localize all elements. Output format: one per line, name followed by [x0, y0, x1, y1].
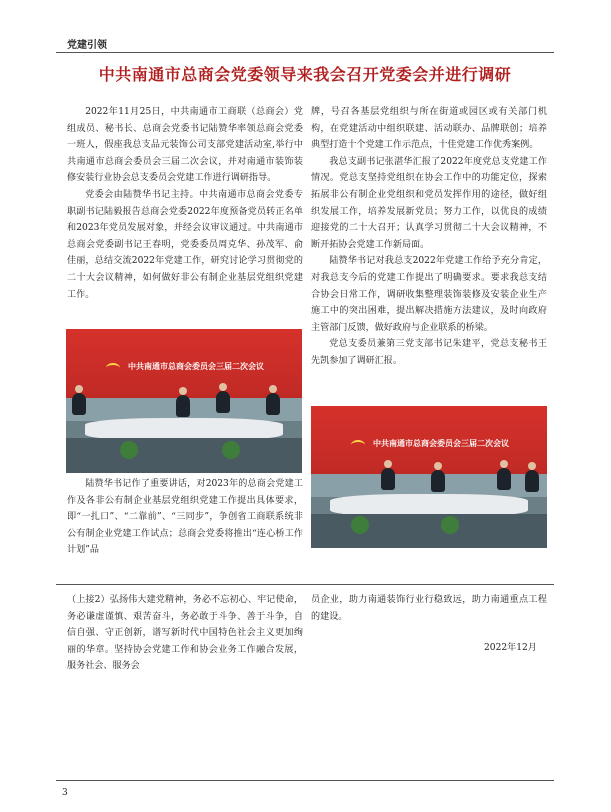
left-column-upper [67, 104, 303, 303]
paragraph: 陆赞华书记对我总支2022年党建工作给予充分肯定，对我总支今后的党建工作提出了明确要求。要求我总支结合协会日常工作，调研收集整理装饰装修及安装企业生产施工中的突出困难，提出解决措施方法建议，及时向政府主管部门反馈，做好政府与企业联系的桥梁。 [311, 256, 547, 333]
paragraph: （上接2）弘扬伟大建党精神，务必不忘初心、牢记使命，务必谦虚谨慎、艰苦奋斗，务必敢于斗争、善于斗争，自信自强、守正创新，谱写新时代中国特色社会主义更加绚丽的华章。坚持协会党建工作和协会业务工作融合发展，服务社会、服务会 [67, 595, 303, 672]
lower-left-column [67, 592, 303, 675]
header-rule [56, 52, 554, 53]
page-number: 3 [62, 788, 68, 798]
left-column-lower [67, 476, 303, 559]
date: 2022年12月 [484, 643, 537, 653]
photo-banner-text: 中共南通市总商会委员会三届二次会议 [373, 438, 509, 448]
paragraph: 陆赞华书记作了重要讲话，对2023年的总商会党建工作及各非公有制企业基层党组织党建工作提出具体要求，即“一扎口”、“二靠前”、“三同步”，争创省工商联系统非公有制企业党建工作试点；总商会党委将推出“连心桥工作计划”品 [67, 479, 303, 556]
paragraph: 党总支委员兼第三党支部书记朱建平，党总支秘书王先凯参加了调研汇报。 [311, 339, 547, 366]
photo-banner-text: 中共南通市总商会委员会三届二次会议 [128, 361, 264, 371]
article-title: 中共南通市总商会党委领导来我会召开党委会并进行调研 [98, 65, 512, 84]
paragraph: 党委会由陆赞华书记主持。中共南通市总商会党委专职副书记陆毅报告总商会党委2022年度预备党员转正名单和2023年党员发展对象，并经会议审议通过。中共南通市总商会党委副书记王春明，党委委员周克华、孙茂军、俞佳丽，总结交流2022年党建工作，研究讨论学习贯彻党的二十大会议精神，如何做好非公有制企业基层党组织党建工作。 [67, 189, 303, 300]
paragraph: 员企业，助力南通装饰行业行稳致远，助力南通重点工程的建设。 [311, 595, 547, 622]
meeting-photo-1 [66, 329, 302, 473]
section-label: 党建引领 [67, 40, 107, 51]
section-divider [56, 584, 554, 585]
meeting-photo-2 [311, 406, 547, 548]
right-column [311, 104, 547, 370]
paragraph: 牌，号召各基层党组织与所在街道或园区或有关部门机构，在党建活动中组织联建、活动联办、品牌联创；培养典型打造十个党建工作示范点，十佳党建工作优秀案例。 [311, 107, 547, 151]
footer-rule [56, 780, 554, 781]
lower-right-column [311, 592, 547, 625]
paragraph: 我总支副书记张湛华汇报了2022年度党总支党建工作情况。党总支坚持党组织在协会工作中的功能定位，探索拓展非公有制企业党组织和党员发挥作用的途径，做好组织发展工作，培养发展新党员；努力工作，以优良的成绩迎接党的二十大召开；认真学习贯彻二十大会议精神，不断开拓协会党建工作新局面。 [311, 156, 547, 250]
paragraph: 2022年11月25日，中共南通市工商联（总商会）党组成员、秘书长、总商会党委书记陆赞华率领总商会党委一班人，假座我总支品元装饰公司支部党建活动室,举行中共南通市总商会委员会三届二次会议，并对南通市装饰装修安装行业协会总支委员会党建工作进行调研指导。 [67, 107, 303, 184]
